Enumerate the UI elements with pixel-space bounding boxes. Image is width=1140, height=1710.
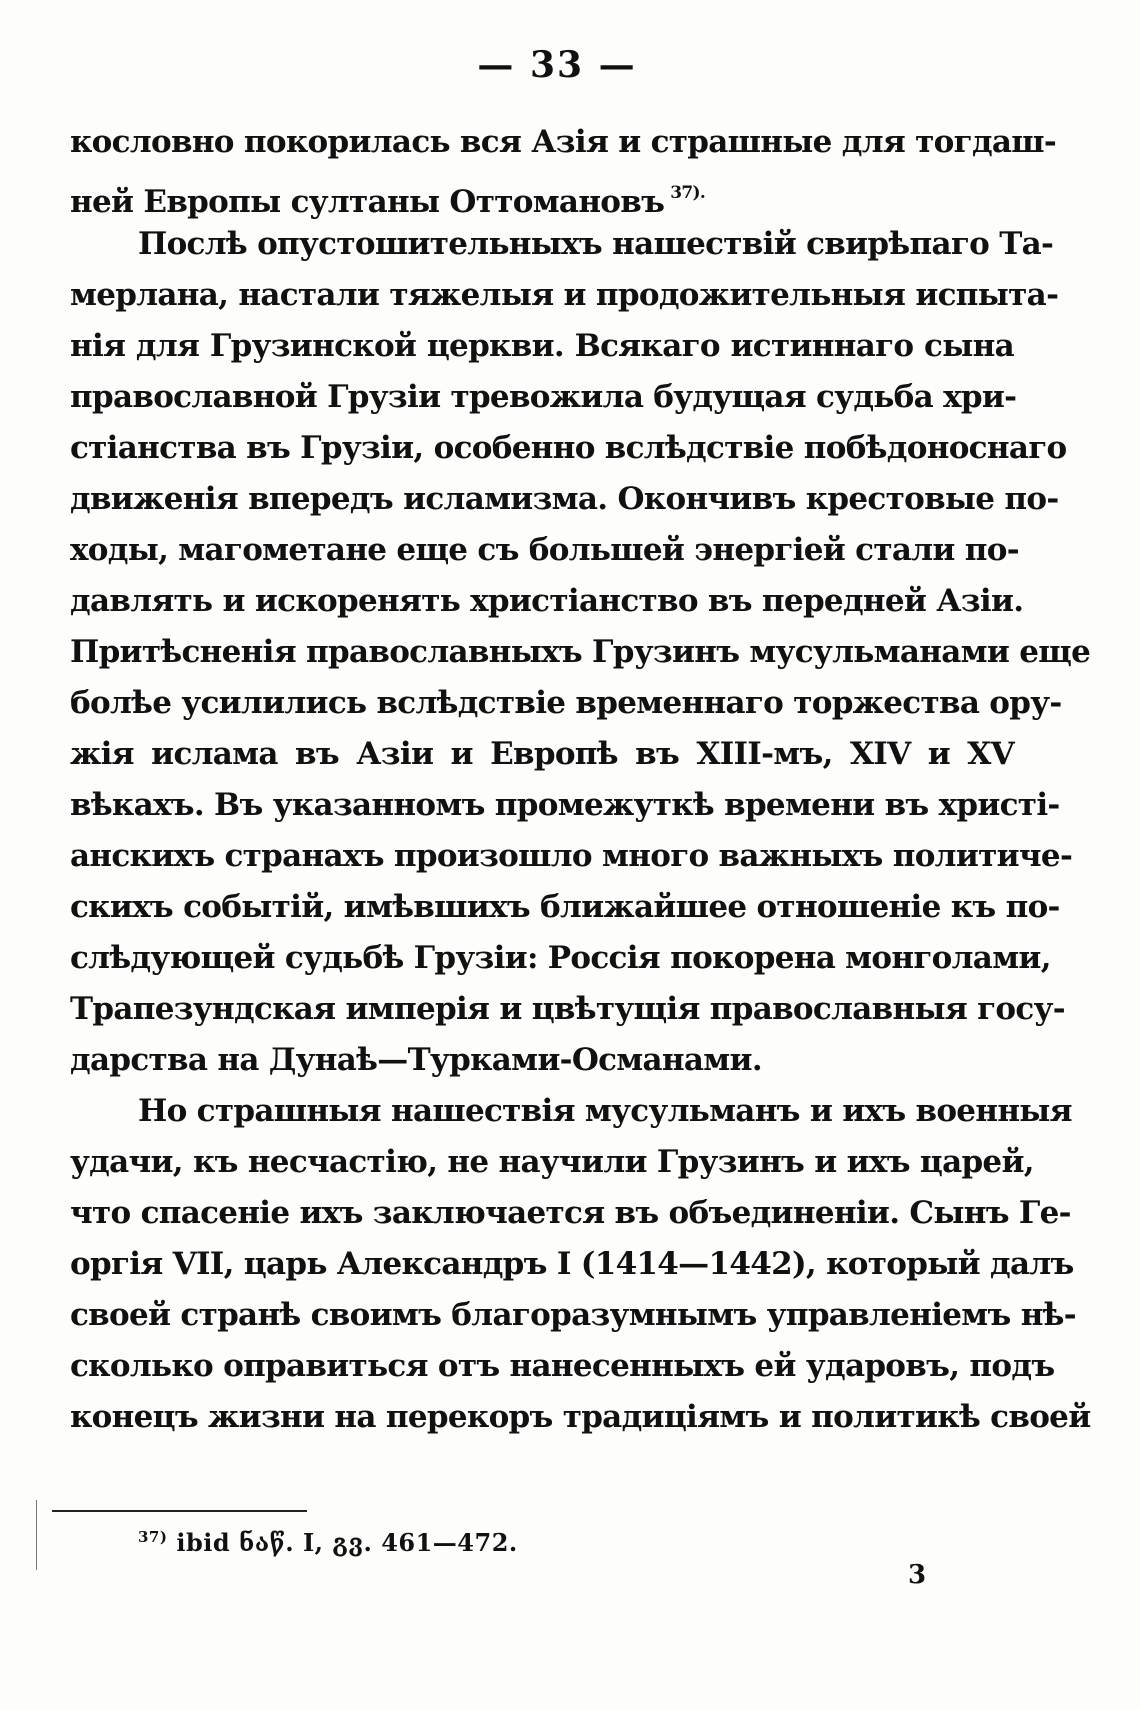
text-line-content: Но страшныя нашествія мусульманъ и ихъ военныя <box>138 1093 1072 1129</box>
text-line <box>70 780 1060 831</box>
text-line <box>70 372 1017 423</box>
text-line-content: своей странѣ своимъ благоразумнымъ управленіемъ нѣ- <box>70 1297 1076 1333</box>
text-line-content: скихъ событій, имѣвшихъ ближайшее отношеніе къ по- <box>70 889 1060 925</box>
text-line-content: удачи, къ несчастію, не научили Грузинъ и ихъ царей, <box>70 1144 1034 1180</box>
text-line <box>70 270 1059 321</box>
text-line <box>70 1137 1034 1188</box>
text-line <box>70 882 1060 933</box>
text-line <box>70 1086 1072 1137</box>
text-line-content: вѣкахъ. Въ указанномъ промежуткѣ времени въ христі- <box>70 787 1060 823</box>
text-line <box>70 1341 1055 1392</box>
text-line <box>70 933 1051 984</box>
text-line <box>70 1239 1074 1290</box>
text-line <box>70 627 1091 678</box>
text-line <box>70 1392 1091 1443</box>
text-line-content: кословно покорилась вся Азія и страшные для тогдаш- <box>70 124 1057 160</box>
text-line-content: стіанства въ Грузіи, особенно вслѣдствіе побѣдоноснаго <box>70 430 1067 466</box>
text-line-content: конецъ жизни на перекоръ традиціямъ и политикѣ своей <box>70 1399 1091 1435</box>
footnote-rule <box>52 1510 307 1512</box>
text-line <box>70 423 1067 474</box>
text-line-content: анскихъ странахъ произошло много важныхъ политиче- <box>70 838 1073 874</box>
footnote-reference: 37). <box>670 183 706 203</box>
text-line <box>70 729 1014 780</box>
text-line-content: православной Грузіи тревожила будущая судьба хри- <box>70 379 1017 415</box>
signature-mark: 3 <box>908 1560 927 1590</box>
footnote-marker: 37) <box>138 1528 168 1546</box>
text-line-content: мерлана, настали тяжелыя и продожительныя испыта- <box>70 277 1059 313</box>
text-line <box>70 1035 1014 1086</box>
text-line-content: жія ислама въ Азіи и Европѣ въ XIII-мъ, XIV и XV <box>70 736 1014 772</box>
text-line <box>70 321 1014 372</box>
text-line-content: болѣе усилились вслѣдствіе временнаго торжества ору- <box>70 685 1062 721</box>
text-line-content: давлять и искоренять христіанство въ передней Азіи. <box>70 583 1024 619</box>
text-line <box>70 678 1062 729</box>
text-line-content: оргія VII, царь Александръ I (1414—1442), который далъ <box>70 1246 1074 1282</box>
text-line-content: что спасеніе ихъ заключается въ объединеніи. Сынъ Ге- <box>70 1195 1071 1231</box>
text-line-content: нія для Грузинской церкви. Всякаго истиннаго сына <box>70 328 1014 364</box>
text-line <box>70 576 1024 627</box>
text-line <box>70 1290 1076 1341</box>
footnote <box>138 1528 518 1557</box>
margin-mark <box>36 1500 37 1570</box>
text-line-content: ней Европы султаны Оттомановъ <box>70 184 665 220</box>
text-line-content: дарства на Дунаѣ—Турками-Османами. <box>70 1042 762 1078</box>
main-text <box>70 117 1091 1443</box>
text-line <box>70 219 1054 270</box>
text-line-content: Трапезундская имперія и цвѣтущія православныя госу- <box>70 991 1065 1027</box>
footnote-text: ibid ნაწ. I, გვ. 461—472. <box>176 1528 518 1557</box>
text-line <box>70 117 1057 168</box>
text-line <box>70 525 1019 576</box>
text-line <box>70 1188 1071 1239</box>
text-line-content: движенія впередъ исламизма. Окончивъ крестовые по- <box>70 481 1059 517</box>
text-line-content: Притѣсненія православныхъ Грузинъ мусульманами еще <box>70 634 1091 670</box>
text-line-content: сколько оправиться отъ нанесенныхъ ей ударовъ, подъ <box>70 1348 1055 1384</box>
page-number: — 33 — <box>477 44 637 86</box>
text-line-content: слѣдующей судьбѣ Грузіи: Россія покорена монголами, <box>70 940 1051 976</box>
text-line-content: ходы, магометане еще съ большей энергіей стали по- <box>70 532 1019 568</box>
text-line <box>70 984 1065 1035</box>
text-line <box>70 168 1014 219</box>
text-line-content: Послѣ опустошительныхъ нашествій свирѣпаго Та- <box>138 226 1054 262</box>
text-line <box>70 474 1059 525</box>
text-line <box>70 831 1073 882</box>
